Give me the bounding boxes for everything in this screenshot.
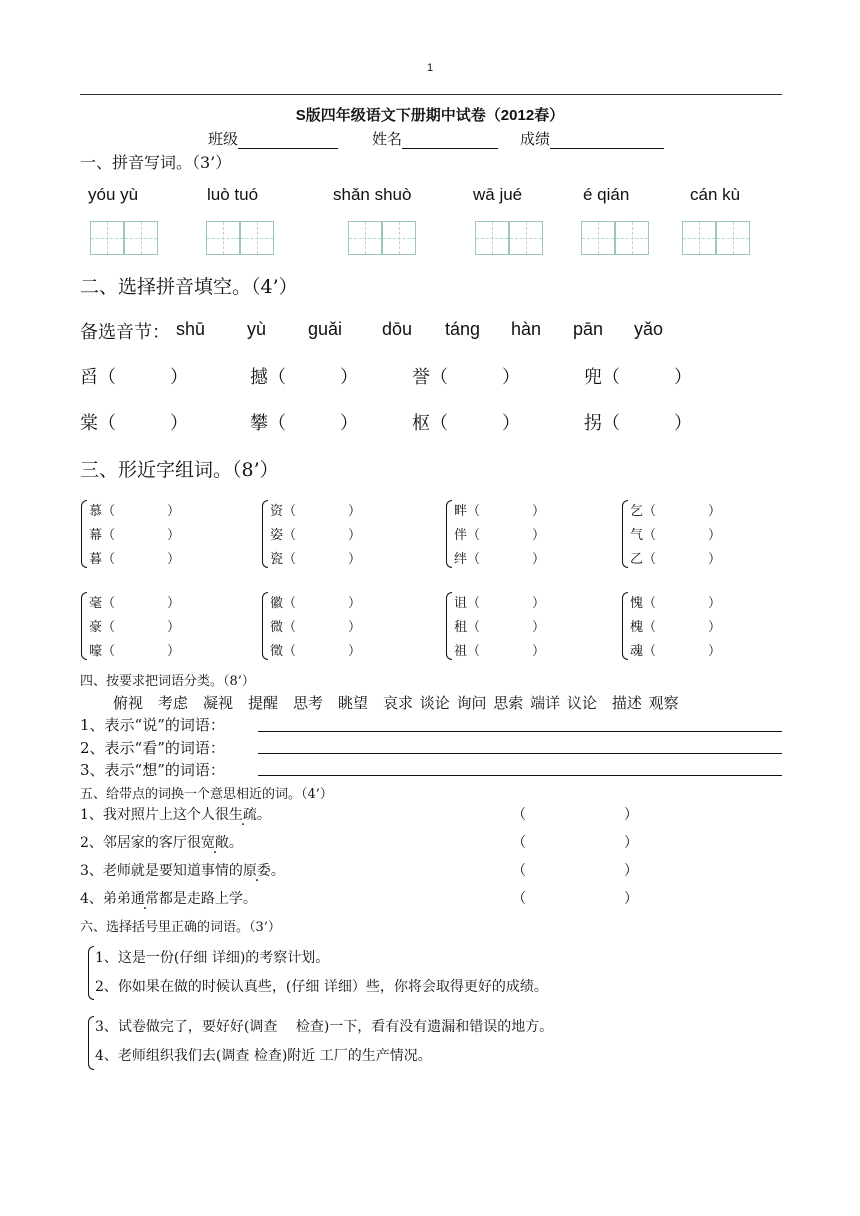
class-field bbox=[208, 128, 338, 149]
class-blank[interactable] bbox=[238, 134, 338, 149]
answer-line-look[interactable] bbox=[258, 753, 782, 754]
char-item[interactable]: 绊（ ） bbox=[454, 552, 546, 567]
tian-box[interactable] bbox=[124, 221, 158, 255]
tian-box[interactable] bbox=[206, 221, 240, 255]
syllable: yù bbox=[247, 319, 267, 339]
choice-sentence[interactable]: 4、老师组织我们去(调查 检查)附近 工厂的生产情况。 bbox=[95, 1048, 432, 1064]
char-item[interactable]: 幕（ ） bbox=[89, 528, 181, 543]
char-item[interactable]: 豪（ ） bbox=[89, 620, 181, 635]
sentence-text: 2、邻居家的客厅很 bbox=[80, 835, 201, 851]
score-field bbox=[520, 128, 664, 149]
classify-label-think: 3、表示“想”的词语： bbox=[80, 761, 225, 779]
page-number: 1 bbox=[426, 62, 434, 74]
brace bbox=[88, 946, 94, 1000]
brace bbox=[262, 500, 268, 568]
score-blank[interactable] bbox=[550, 134, 664, 149]
synonym-sentence bbox=[80, 832, 243, 852]
pinyin-item: é qián bbox=[583, 185, 630, 204]
name-label: 姓名 bbox=[372, 130, 403, 148]
class-label: 班级 bbox=[208, 130, 239, 148]
brace bbox=[88, 1016, 94, 1070]
char-item[interactable]: 资（ ） bbox=[270, 504, 362, 519]
pinyin-fill-item[interactable]: 兜（ ） bbox=[584, 367, 692, 388]
syllable: pān bbox=[573, 319, 604, 339]
synonym-sentence bbox=[80, 860, 285, 880]
tian-box[interactable] bbox=[382, 221, 416, 255]
pinyin-fill-item[interactable]: 棠（ ） bbox=[80, 413, 188, 434]
char-item[interactable]: 乞（ ） bbox=[630, 504, 722, 519]
dotted-word: 原委 bbox=[242, 863, 271, 879]
char-item[interactable]: 姿（ ） bbox=[270, 528, 362, 543]
char-item[interactable]: 徽（ ） bbox=[270, 596, 362, 611]
synonym-blank[interactable]: （ ） bbox=[512, 807, 638, 823]
brace bbox=[446, 592, 452, 660]
syllable: guǎi bbox=[308, 319, 343, 339]
brace bbox=[81, 592, 87, 660]
syllable: dōu bbox=[382, 319, 413, 339]
synonym-sentence bbox=[80, 888, 257, 908]
pinyin-fill-item[interactable]: 拐（ ） bbox=[584, 413, 692, 434]
char-item[interactable]: 暮（ ） bbox=[89, 552, 181, 567]
brace bbox=[622, 500, 628, 568]
score-label: 成绩 bbox=[520, 130, 551, 148]
tian-box[interactable] bbox=[240, 221, 274, 255]
char-item[interactable]: 毫（ ） bbox=[89, 596, 181, 611]
synonym-blank[interactable]: （ ） bbox=[512, 891, 638, 907]
word-bank: 俯视 考虑 凝视 提醒 思考 眺望 哀求 谈论 询问 思索 端详 议论 描述 观察 bbox=[113, 694, 679, 712]
char-item[interactable]: 伴（ ） bbox=[454, 528, 546, 543]
tian-box[interactable] bbox=[581, 221, 615, 255]
header-rule bbox=[80, 94, 782, 95]
section-4-heading: 四、按要求把词语分类。（8’） bbox=[80, 674, 255, 689]
synonym-sentence bbox=[80, 804, 271, 824]
pinyin-fill-item[interactable]: 撼（ ） bbox=[250, 367, 358, 388]
char-item[interactable]: 租（ ） bbox=[454, 620, 546, 635]
syllable-label: 备选音节： bbox=[80, 322, 170, 343]
char-item[interactable]: 乙（ ） bbox=[630, 552, 722, 567]
pinyin-fill-item[interactable]: 舀（ ） bbox=[80, 367, 188, 388]
brace bbox=[622, 592, 628, 660]
char-item[interactable]: 慕（ ） bbox=[89, 504, 181, 519]
syllable: yǎo bbox=[634, 319, 664, 339]
answer-line-say[interactable] bbox=[258, 731, 782, 732]
choice-sentence[interactable]: 2、你如果在做的时候认真些，(仔细 详细）些，你将会取得更好的成绩。 bbox=[95, 979, 548, 995]
char-item[interactable]: 嚎（ ） bbox=[89, 644, 181, 659]
section-1-heading: 一、拼音写词。（3’） bbox=[80, 153, 232, 172]
synonym-blank[interactable]: （ ） bbox=[512, 835, 638, 851]
pinyin-fill-item[interactable]: 攀（ ） bbox=[250, 413, 358, 434]
tian-box[interactable] bbox=[716, 221, 750, 255]
syllable: shū bbox=[176, 319, 206, 339]
sentence-text: 。 bbox=[228, 835, 243, 851]
char-item[interactable]: 瓷（ ） bbox=[270, 552, 362, 567]
sentence-text: 3、老师就是要知道事情的 bbox=[80, 863, 243, 879]
syllable: hàn bbox=[511, 319, 542, 339]
page-title: S版四年级语文下册期中试卷（2012春） bbox=[295, 107, 565, 124]
pinyin-item: luò tuó bbox=[207, 185, 259, 204]
char-item[interactable]: 诅（ ） bbox=[454, 596, 546, 611]
brace bbox=[262, 592, 268, 660]
choice-sentence[interactable]: 3、试卷做完了，要好好(调查 检查)一下，看有没有遗漏和错误的地方。 bbox=[95, 1019, 554, 1035]
sentence-text: 都是走路上学。 bbox=[158, 891, 257, 907]
char-item[interactable]: 气（ ） bbox=[630, 528, 722, 543]
tian-box[interactable] bbox=[348, 221, 382, 255]
tian-box[interactable] bbox=[615, 221, 649, 255]
char-item[interactable]: 魂（ ） bbox=[630, 644, 722, 659]
pinyin-item: yóu yù bbox=[88, 185, 139, 204]
sentence-text: 4、弟弟 bbox=[80, 891, 131, 907]
brace bbox=[446, 500, 452, 568]
section-2-heading: 二、选择拼音填空。（4’） bbox=[80, 276, 298, 298]
syllable: táng bbox=[445, 319, 481, 339]
section-5-heading: 五、给带点的词换一个意思相近的词。（4’） bbox=[80, 787, 333, 802]
sentence-text: 。 bbox=[270, 863, 285, 879]
char-item[interactable]: 愧（ ） bbox=[630, 596, 722, 611]
pinyin-fill-item[interactable]: 枢（ ） bbox=[412, 413, 520, 434]
answer-line-think[interactable] bbox=[258, 775, 782, 776]
classify-label-say: 1、表示“说”的词语： bbox=[80, 716, 225, 734]
tian-box[interactable] bbox=[509, 221, 543, 255]
choice-sentence[interactable]: 1、这是一份(仔细 详细)的考察计划。 bbox=[95, 950, 330, 966]
brace bbox=[81, 500, 87, 568]
dotted-word: 生疏 bbox=[228, 807, 257, 823]
pinyin-item: wā jué bbox=[473, 185, 523, 204]
tian-box[interactable] bbox=[90, 221, 124, 255]
sentence-text: 1、我对照片上这个人很 bbox=[80, 807, 229, 823]
pinyin-item: cán kù bbox=[690, 185, 741, 204]
char-item[interactable]: 徵（ ） bbox=[270, 644, 362, 659]
name-field bbox=[372, 128, 498, 149]
char-item[interactable]: 微（ ） bbox=[270, 620, 362, 635]
char-item[interactable]: 畔（ ） bbox=[454, 504, 546, 519]
char-item[interactable]: 祖（ ） bbox=[454, 644, 546, 659]
pinyin-fill-item[interactable]: 誉（ ） bbox=[412, 367, 520, 388]
classify-label-look: 2、表示“看”的词语： bbox=[80, 739, 225, 757]
pinyin-item: shǎn shuò bbox=[333, 185, 412, 204]
name-blank[interactable] bbox=[402, 134, 498, 149]
tian-box[interactable] bbox=[682, 221, 716, 255]
synonym-blank[interactable]: （ ） bbox=[512, 863, 638, 879]
tian-box[interactable] bbox=[475, 221, 509, 255]
section-3-heading: 三、形近字组词。（8’） bbox=[80, 459, 279, 481]
char-item[interactable]: 槐（ ） bbox=[630, 620, 722, 635]
dotted-word: 宽敞 bbox=[200, 835, 229, 851]
dotted-word: 通常 bbox=[130, 891, 159, 907]
sentence-text: 。 bbox=[256, 807, 271, 823]
section-6-heading: 六、选择括号里正确的词语。（3’） bbox=[80, 920, 281, 935]
